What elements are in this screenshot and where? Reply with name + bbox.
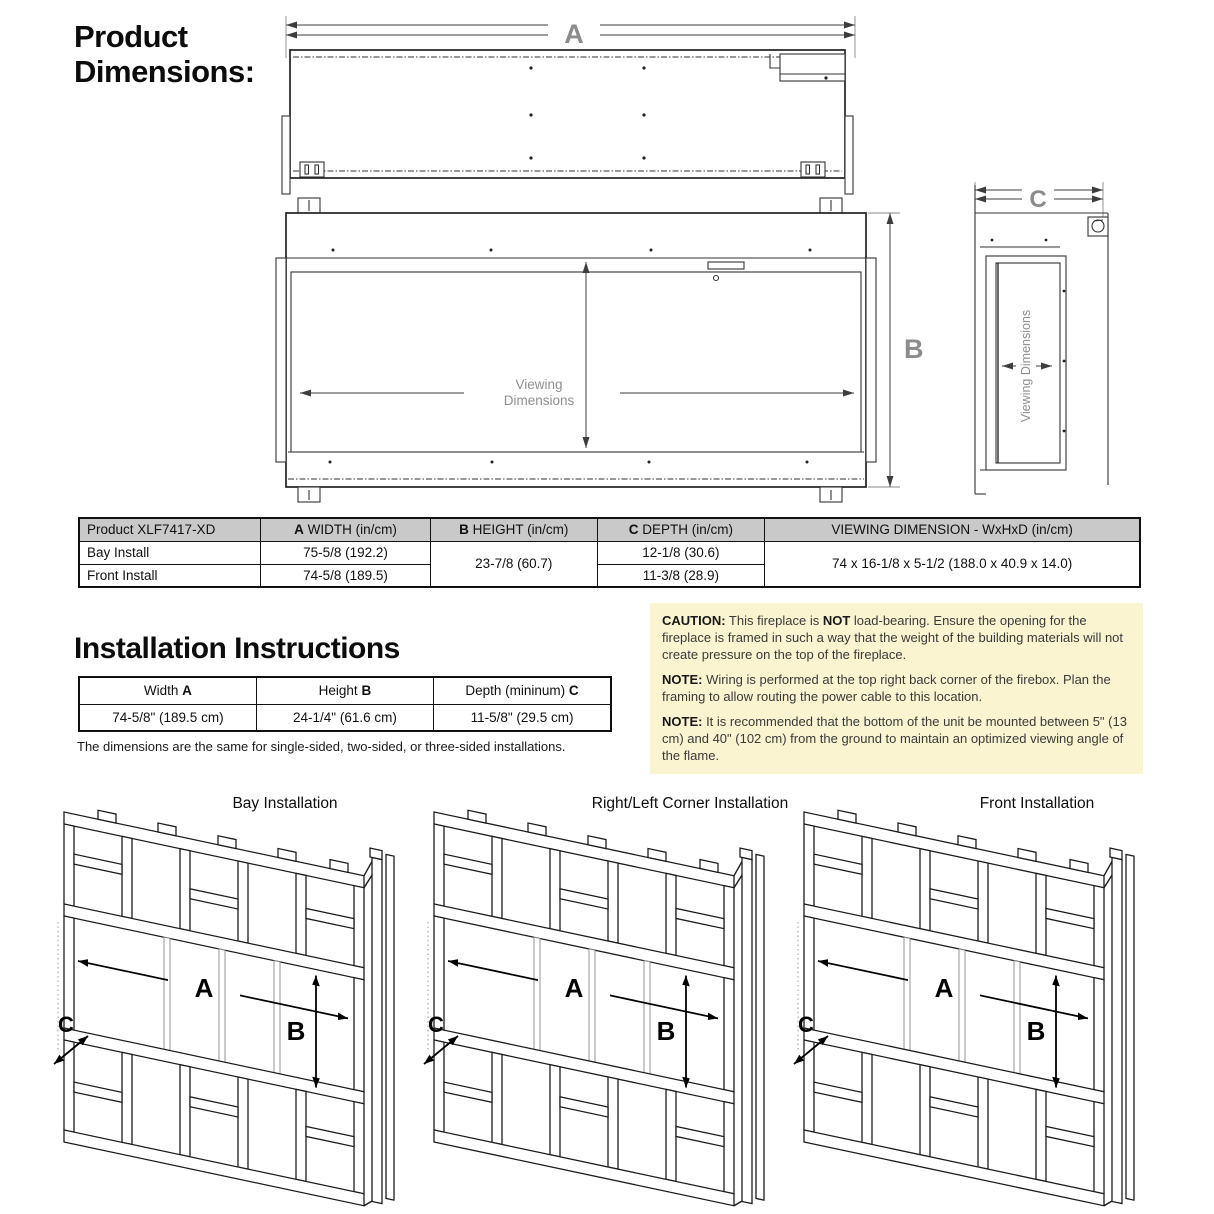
corner-installation-diagram [422, 794, 772, 1214]
cell-depth: 11-3/8 (28.9) [597, 564, 765, 587]
bay-installation-diagram [52, 794, 402, 1214]
dim-label-b: B [904, 334, 924, 364]
dim-label-b: B [286, 1016, 306, 1046]
cell-width-value: 74-5/8" (189.5 cm) [79, 704, 256, 731]
header-width-a: Width A [79, 677, 256, 704]
side-flange-right [845, 116, 853, 194]
page-title: Product Dimensions: [74, 19, 255, 89]
frame-art [794, 783, 1134, 1212]
header-width: A WIDTH (in/cm) [261, 518, 431, 541]
note-paragraph: NOTE: It is recommended that the bottom of the unit be mounted between 5" (13 cm) and 40" (102 cm) from the ground to maintain an optimized viewing angle of the flame. [662, 714, 1127, 764]
header-viewing: VIEWING DIMENSION - WxHxD (in/cm) [765, 518, 1140, 541]
installation-dimensions-table [78, 676, 612, 732]
unit-top-outline [290, 50, 845, 178]
dim-label-a: A [564, 19, 584, 49]
top-view-drawing [278, 10, 878, 202]
dim-label-c: C [58, 1012, 74, 1037]
cell-height-shared: 23-7/8 (60.7) [430, 541, 597, 587]
row-label: Bay Install [79, 541, 261, 564]
table-row-bay [79, 541, 1140, 564]
header-height: B HEIGHT (in/cm) [430, 518, 597, 541]
dim-label-c: C [428, 1012, 444, 1037]
dim-label-c: C [1029, 186, 1047, 213]
table-header-row [79, 677, 611, 704]
dim-label-c: C [798, 1012, 814, 1037]
header-product: Product XLF7417-XD [79, 518, 261, 541]
side-flange-left [282, 116, 290, 194]
cell-width: 75-5/8 (192.2) [261, 541, 431, 564]
diagram-title-corner: Right/Left Corner Installation [591, 795, 789, 812]
front-installation-diagram [792, 794, 1142, 1214]
table-row-values [79, 704, 611, 731]
front-view-drawing [268, 192, 924, 510]
unit-front-outline [286, 213, 866, 487]
installation-note: The dimensions are the same for single-sided, two-sided, or three-sided installations. [77, 739, 566, 754]
side-flange-left [276, 258, 286, 462]
cell-width: 74-5/8 (189.5) [261, 564, 431, 587]
section-title-installation: Installation Instructions [74, 632, 400, 665]
header-depth-c: Depth (mininum) C [434, 677, 611, 704]
cell-depth-value: 11-5/8" (29.5 cm) [434, 704, 611, 731]
bracket [801, 162, 825, 177]
cell-viewing-shared: 74 x 16-1/8 x 5-1/2 (188.0 x 40.9 x 14.0) [765, 541, 1140, 587]
side-flange-right [866, 258, 876, 462]
viewing-dimensions-label: Viewing Dimensions [1019, 309, 1033, 423]
junction-box [780, 54, 845, 81]
dim-label-a: A [194, 973, 214, 1003]
row-label: Front Install [79, 564, 261, 587]
note-paragraph: NOTE: Wiring is performed at the top right back corner of the firebox. Plan the framing to allow routing the power cable to this location. [662, 672, 1111, 705]
dim-label-b: B [1026, 1016, 1046, 1046]
caution-box [650, 603, 1143, 774]
table-header-row [79, 518, 1140, 541]
frame-art [424, 783, 764, 1212]
diagram-title-bay: Bay Installation [232, 795, 338, 812]
product-dimensions-table [78, 517, 1141, 588]
header-depth: C DEPTH (in/cm) [597, 518, 765, 541]
side-view-drawing [958, 176, 1158, 508]
bracket [300, 162, 324, 177]
dim-label-b: B [656, 1016, 676, 1046]
cell-depth: 12-1/8 (30.6) [597, 541, 765, 564]
dim-label-a: A [934, 973, 954, 1003]
cell-height-value: 24-1/4" (61.6 cm) [256, 704, 433, 731]
viewing-dimensions-label: Dimensions [503, 393, 575, 408]
header-height-b: Height B [256, 677, 433, 704]
diagram-title-front: Front Installation [979, 795, 1095, 812]
dim-label-a: A [564, 973, 584, 1003]
caution-paragraph: CAUTION: This fireplace is NOT load-bearing. Ensure the opening for the fireplace is framed in such a way that the weight of the building materials will not create pressure on the top of the fireplace. [662, 613, 1124, 663]
viewing-dimensions-label: Viewing [515, 377, 563, 392]
frame-art [54, 783, 394, 1212]
